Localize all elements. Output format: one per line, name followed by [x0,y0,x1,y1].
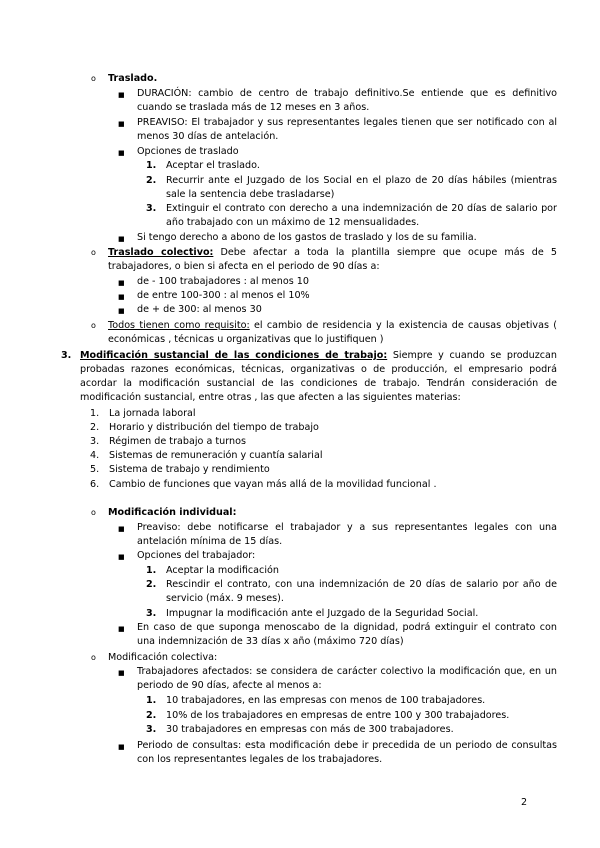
list-number: 2. [90,422,100,433]
ind-opciones: Opciones del trabajador: [137,550,256,561]
square-bullet-icon: ■ [118,669,125,677]
traslado-colectivo-line-1 [108,247,557,259]
afectados-item-1: 10 trabajadores, en las empresas con menos de 100 trabajadores. [166,695,486,706]
list-number: 1. [90,408,100,419]
traslado-heading: Traslado. [108,73,158,84]
opcion-1: Aceptar el traslado. [166,160,260,171]
consultas-line-2: con los representantes legales de los trabajadores. [137,754,383,765]
list-number: 3. [90,436,100,447]
list-number: 2. [146,175,157,186]
square-bullet-icon: ■ [118,235,125,243]
square-bullet-icon: ■ [118,120,125,128]
sec3-line-3: acordar la modificación sustancial de las condiciones de trabajo. Tendrán consideración de [80,378,557,389]
traslado-colectivo-text: Debe afectar a toda la plantilla siempre que ocupe más de 5 [213,247,557,258]
dignidad-line-2: una indemnización de 33 días x año (máximo 720 días) [137,636,404,647]
requisito-heading: Todos tienen como requisito: [108,320,250,331]
afectados-item-2: 10% de los trabajadores en empresas de entre 100 y 300 trabajadores. [166,710,510,721]
square-bullet-icon: ■ [118,293,125,301]
duracion-line-2: cuando se traslada más de 12 meses en 3 años. [137,102,370,113]
preaviso-line-1: PREAVISO: El trabajador y sus representantes legales tienen que ser notificado con al [137,117,557,128]
opcion-2-line-2: sale la sentencia debe trasladarse) [166,189,335,200]
sec3-line-1 [80,350,557,362]
circle-bullet-icon: o [91,508,96,517]
traslado-colectivo-line-2: trabajadores, o bien si afecta en el periodo de 90 días a: [108,261,380,272]
circle-bullet-icon: o [91,653,96,662]
page-number: 2 [521,797,528,808]
list-number: 3. [146,724,157,735]
square-bullet-icon: ■ [118,553,125,561]
list-number: 6. [90,479,100,490]
gastos-line: Si tengo derecho a abono de los gastos de traslado y los de su familia. [137,232,477,243]
preaviso-line-2: menos 30 días de antelación. [137,131,279,142]
square-bullet-icon: ■ [118,91,125,99]
circle-bullet-icon: o [91,321,96,330]
ind-opcion-2-line-1: Rescindir el contrato, con una indemnización de 20 días de salario por año de [166,579,557,590]
sec3-text: Siempre y cuando se produzcan [387,350,557,361]
list-number: 4. [90,450,100,461]
materia-5: Sistema de trabajo y rendimiento [109,464,270,475]
list-number: 1. [146,695,157,706]
colectiva-heading: Modificación colectiva: [108,652,218,663]
circle-bullet-icon: o [91,248,96,257]
afectados-line-2: periodo de 90 días, afecte al menos a: [137,680,322,691]
colectivo-item-2: de entre 100-300 : al menos el 10% [137,290,310,301]
square-bullet-icon: ■ [118,149,125,157]
afectados-item-3: 30 trabajadores en empresas con más de 300 trabajadores. [166,724,454,735]
materia-2: Horario y distribución del tiempo de trabajo [109,422,319,433]
individual-heading: Modificación individual: [108,507,237,518]
colectivo-item-3: de + de 300: al menos 30 [137,304,262,315]
list-number: 1. [146,160,157,171]
opcion-2-line-1: Recurrir ante el Juzgado de los Social en el plazo de 20 días hábiles (mientras [166,175,557,186]
square-bullet-icon: ■ [118,625,125,633]
opcion-3-line-2: año trabajado con un máximo de 12 mensualidades. [166,217,420,228]
square-bullet-icon: ■ [118,743,125,751]
ind-opcion-2-line-2: servicio (máx. 9 meses). [166,593,284,604]
traslado-colectivo-heading: Traslado colectivo: [108,247,214,258]
opciones-traslado: Opciones de traslado [137,146,239,157]
section-number: 3. [61,350,72,361]
dignidad-line-1: En caso de que suponga menoscabo de la dignidad, podrá extinguir el contrato con [137,622,557,633]
requisito-line-2: económicas , técnicas u organizativas que lo justifiquen ) [108,334,384,345]
ind-opcion-1: Aceptar la modificación [166,565,279,576]
afectados-line-1: Trabajadores afectados: se considera de carácter colectivo la modificación que, en un [137,666,557,677]
ind-preaviso-line-2: antelación mínima de 15 días. [137,536,283,547]
duracion-line-1: DURACIÓN: cambio de centro de trabajo definitivo.Se entiende que es definitivo [137,88,557,99]
materia-6: Cambio de funciones que vayan más allá de la movilidad funcional . [109,479,437,490]
requisito-text: el cambio de residencia y la existencia de causas objetivas ( [249,320,557,331]
square-bullet-icon: ■ [118,525,125,533]
list-number: 3. [146,608,157,619]
sec3-line-2: probadas razones económicas, técnicas, organizativas o de producción, el empresario podrá [80,364,557,375]
materia-3: Régimen de trabajo a turnos [109,436,246,447]
ind-opcion-3: Impugnar la modificación ante el Juzgado de la Seguridad Social. [166,608,479,619]
list-number: 3. [146,203,157,214]
consultas-line-1: Periodo de consultas: esta modificación debe ir precedida de un periodo de consultas [137,740,557,751]
materia-1: La jornada laboral [109,408,196,419]
ind-preaviso-line-1: Preaviso: debe notificarse el trabajador y a sus representantes legales con una [137,522,557,533]
square-bullet-icon: ■ [118,279,125,287]
list-number: 1. [146,565,157,576]
list-number: 2. [146,579,157,590]
list-number: 2. [146,710,157,721]
opcion-3-line-1: Extinguir el contrato con derecho a una indemnización de 20 días de salario por [166,203,557,214]
requisito-line-1 [108,320,557,332]
sec3-heading: Modificación sustancial de las condiciones de trabajo: [80,350,388,361]
square-bullet-icon: ■ [118,307,125,315]
list-number: 5. [90,464,100,475]
circle-bullet-icon: o [91,74,96,83]
sec3-line-4: modificación sustancial, entre otras , las que afecten a las siguientes materias: [80,392,461,403]
colectivo-item-1: de - 100 trabajadores : al menos 10 [137,276,309,287]
materia-4: Sistemas de remuneración y cuantía salarial [109,450,323,461]
